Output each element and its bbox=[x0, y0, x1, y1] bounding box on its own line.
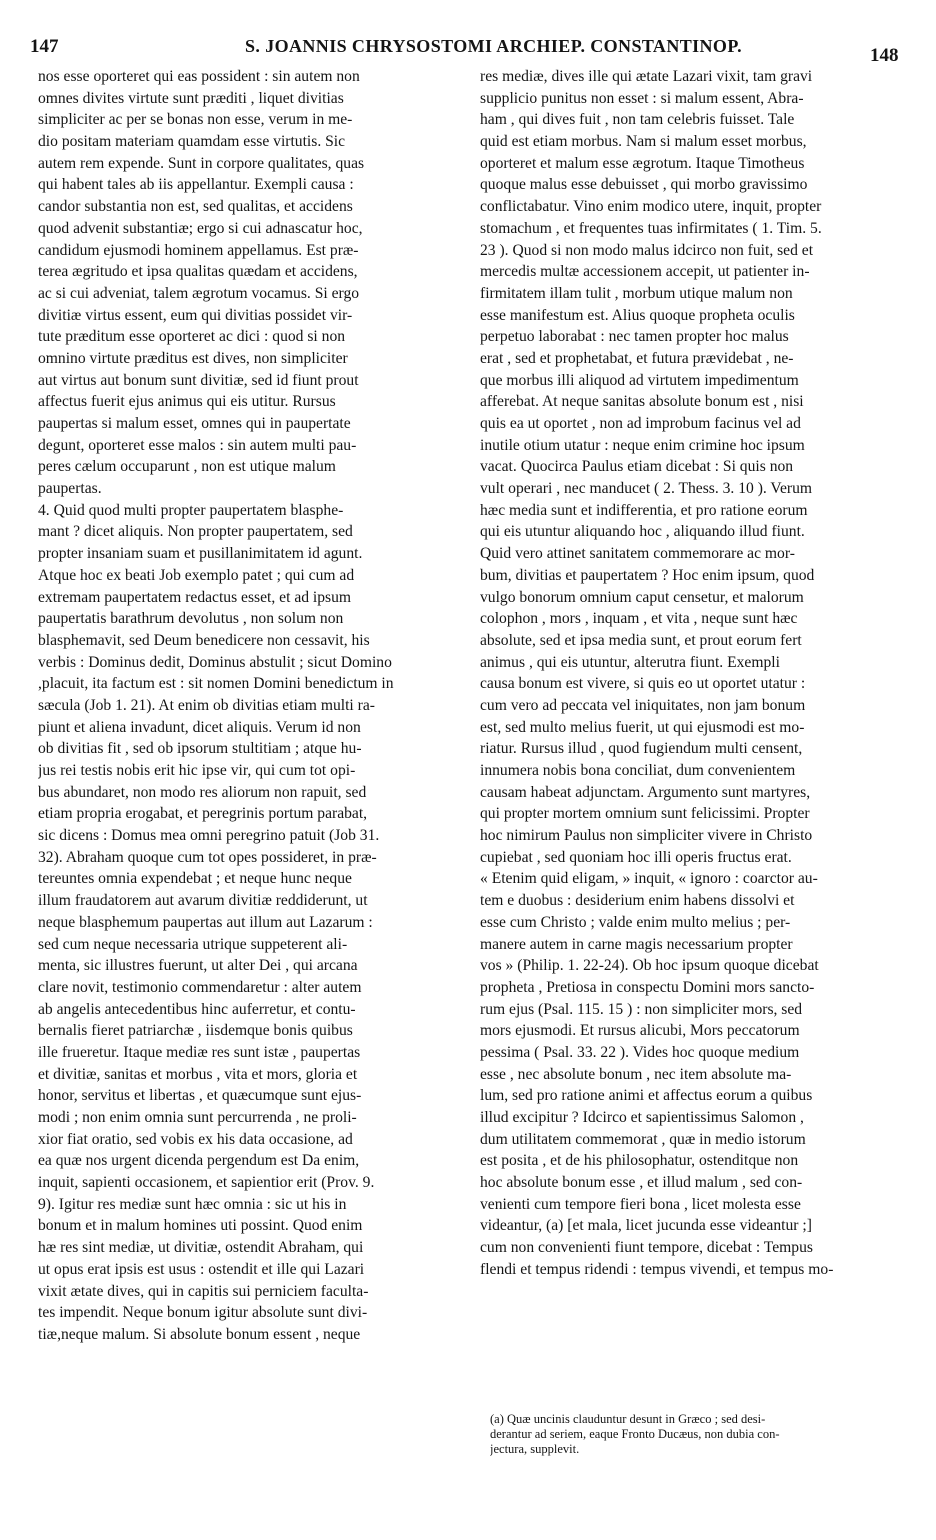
text-line: quoque malus esse debuisset , qui morbo gravissimo bbox=[480, 176, 808, 194]
text-line: mors ejusmodi. Et rursus alicubi, Mors peccatorum bbox=[480, 1022, 800, 1040]
text-line: causa bonum est vivere, si quis eo ut oportet utatur : bbox=[480, 675, 806, 693]
text-line: mercedis multæ accessionem accepit, ut patienter in- bbox=[480, 263, 810, 281]
text-line: ut opus erat ipsis est usus : ostendit et ille qui Lazari bbox=[38, 1260, 365, 1278]
text-line: paupertatis barathrum devolutus , non solum non bbox=[38, 610, 344, 628]
text-line: neque blasphemum paupertas aut illum aut Lazarum : bbox=[38, 913, 373, 931]
text-line: pessima ( Psal. 33. 22 ). Vides hoc quoque medium bbox=[480, 1043, 800, 1061]
text-line: causam habeat adjunctam. Argumento sunt martyres, bbox=[480, 783, 811, 801]
text-line: « Etenim quid eligam, » inquit, « ignoro : coarctor au- bbox=[480, 870, 818, 888]
text-line: innumera nobis bona conciliat, dum convenientem bbox=[480, 762, 796, 779]
text-line: illum fraudatorem aut avarum divitiæ reddiderunt, ut bbox=[38, 892, 368, 910]
text-line: blasphemavit, sed Deum benedicere non cessavit, his bbox=[38, 631, 370, 649]
text-line: venienti cum tempore fieri bona , licet molesta esse bbox=[480, 1195, 801, 1213]
footnote bbox=[490, 1412, 895, 1457]
footnote-line: derantur ad seriem, eaque Fronto Ducæus, non dubia con- bbox=[490, 1427, 780, 1441]
text-line: ob divitias fit , sed ob ipsorum stultitiam ; atque hu- bbox=[38, 740, 362, 758]
text-line: nos esse oporteret qui eas possident : sin autem non bbox=[38, 68, 360, 85]
text-line: tereuntes omnia expendebat ; et neque hunc neque bbox=[38, 870, 352, 888]
text-line: esse manifestum est. Alius quoque propheta oculis bbox=[480, 306, 795, 324]
text-line: 9). Igitur res mediæ sunt hæc omnia : sic ut his in bbox=[38, 1195, 347, 1213]
text-line: flendi et tempus ridendi : tempus vivendi, et tempus mo- bbox=[480, 1260, 834, 1278]
text-line: hoc nimirum Paulus non simpliciter vivere in Christo bbox=[480, 827, 813, 845]
text-line: extremam paupertatem redactus esset, et ad ipsum bbox=[38, 588, 352, 606]
text-line: firmitatem illam tulit , morbum utique malum non bbox=[480, 284, 793, 302]
text-line: paupertas si malum esset, omnes qui in paupertate bbox=[38, 415, 351, 432]
text-line: bonum et in malum homines uti possint. Quod enim bbox=[38, 1217, 363, 1235]
text-line: et divitiæ, sanitas et morbus , vita et mors, gloria et bbox=[38, 1065, 358, 1083]
text-line: omnino virtute præditus est dives, non simpliciter bbox=[38, 349, 348, 367]
text-line: vixit ætate dives, qui in capitis sui perniciem faculta- bbox=[38, 1282, 369, 1300]
text-line: etiam propria erogabat, et peregrinis portum parabat, bbox=[38, 805, 368, 823]
text-line: erat , sed et prophetabat, et futura prævidebat , ne- bbox=[480, 349, 794, 367]
page-number-left: 147 bbox=[30, 36, 59, 57]
text-line: ab angelis antecedentibus hinc auferretur, et contu- bbox=[38, 1000, 356, 1018]
text-line: dio positam materiam quamdam esse virtutis. Sic bbox=[38, 133, 346, 151]
text-line: mant ? dicet aliquis. Non propter paupertatem, sed bbox=[38, 523, 353, 541]
text-line: vos » (Philip. 1. 22-24). Ob hoc ipsum quoque dicebat bbox=[480, 957, 819, 975]
text-line: propheta , Pretiosa in conspectu Domini mors sancto- bbox=[480, 978, 815, 996]
text-line: illud excipitur ? Idcirco et sapientissimus Salomon , bbox=[480, 1109, 804, 1126]
text-line: stomachum , et frequentes tuas infirmitates ( 1. Tim. 5. bbox=[480, 219, 822, 237]
text-line: qui propter mortem omnium sunt felicissimi. Propter bbox=[480, 805, 810, 823]
text-line: ille frueretur. Itaque mediæ res sunt istæ , paupertas bbox=[38, 1043, 361, 1061]
text-line: honor, servitus et libertas , et quæcumque sunt ejus- bbox=[38, 1087, 362, 1105]
text-line: afferebat. At neque sanitas absolute bonum est , nisi bbox=[480, 393, 804, 411]
text-line: ea quæ nos urgent dicenda pergendum est Da enim, bbox=[38, 1152, 360, 1170]
text-line: res mediæ, dives ille qui ætate Lazari vixit, tam gravi bbox=[480, 68, 813, 85]
text-line: ham , qui dives fuit , non tam celebris fuisset. Tale bbox=[480, 111, 795, 129]
text-line: tiæ,neque malum. Si absolute bonum essent , neque bbox=[38, 1325, 361, 1343]
text-line: hæ res sint mediæ, ut divitiæ, ostendit Abraham, qui bbox=[38, 1239, 364, 1257]
text-line: 32). Abraham quoque cum tot opes possideret, in præ- bbox=[38, 848, 377, 866]
text-line: quid est etiam morbus. Nam si malum esset morbus, bbox=[480, 133, 807, 151]
left-column bbox=[38, 66, 462, 1346]
text-line: que morbus illi aliquod ad virtutem impedimentum bbox=[480, 371, 799, 389]
text-line: xior fiat oratio, sed vobis ex his data occasione, ad bbox=[38, 1130, 353, 1148]
text-line: qui habent tales ab iis appellantur. Exempli causa : bbox=[38, 176, 354, 194]
text-line: est, sed multo melius fuerit, ut qui ejusmodi est mo- bbox=[480, 718, 805, 736]
text-line: affectus fuerit ejus animus qui eis utitur. Rursus bbox=[38, 393, 336, 411]
text-line: Quid vero attinet sanitatem commemorare ac mor- bbox=[480, 545, 795, 563]
text-line: hæc media sunt et indifferentia, et pro ratione eorum bbox=[480, 501, 808, 519]
text-line: dum utilitatem commemorat , quæ in medio istorum bbox=[480, 1130, 806, 1148]
text-line: tem e duobus : desiderium enim habens dissolvi et bbox=[480, 892, 795, 910]
text-line: cupiebat , sed quoniam hoc illi operis fructus erat. bbox=[480, 848, 792, 866]
text-line: aut virtus aut bonum sunt divitiæ, sed id fiunt prout bbox=[38, 371, 359, 389]
text-line: quod advenit substantiæ; ergo si cui adnascatur hoc, bbox=[38, 219, 363, 237]
footnote-line: jectura, supplevit. bbox=[490, 1442, 580, 1456]
text-line: vult operari , nec manducet ( 2. Thess. 3. 10 ). Verum bbox=[480, 480, 813, 498]
text-line: inquit, sapienti occasionem, et sapientior erit (Prov. 9. bbox=[38, 1174, 375, 1192]
text-line: cum non convenienti fiunt tempore, dicebat : Tempus bbox=[480, 1239, 813, 1257]
text-line: bus abundaret, non modo res aliorum non rapuit, sed bbox=[38, 783, 367, 801]
text-line: perpetuo laborabat : nec tamen propter hoc malus bbox=[480, 328, 789, 346]
text-line: sic dicens : Domus mea omni peregrino patuit (Job 31. bbox=[38, 827, 380, 845]
text-line: omnes divites virtute sunt præditi , liquet divitias bbox=[38, 89, 344, 107]
text-line: piunt et aliena invadunt, dicet aliquis. Verum id non bbox=[38, 718, 361, 736]
running-title: S. JOANNIS CHRYSOSTOMI ARCHIEP. CONSTANTINOP. bbox=[245, 36, 742, 56]
text-line: ,placuit, ita factum est : sit nomen Domini benedictum in bbox=[38, 675, 394, 693]
text-line: tute præditum esse oporteret ac dici : quod si non bbox=[38, 328, 346, 346]
text-line: modi ; non enim omnia sunt percurrenda , ne proli- bbox=[38, 1109, 357, 1126]
text-line: autem rem expende. Sunt in corpore qualitates, quas bbox=[38, 154, 365, 172]
text-line: videantur, (a) [et mala, licet jucunda esse videantur ;] bbox=[480, 1217, 812, 1235]
text-line: riatur. Rursus illud , quod fugiendum multi censent, bbox=[480, 740, 803, 758]
footnote-line: (a) Quæ uncinis clauduntur desunt in Græco ; sed desi- bbox=[490, 1412, 766, 1426]
text-line: esse , nec absolute bonum , nec item absolute ma- bbox=[480, 1065, 792, 1083]
text-line: terea ægritudo et ipsa qualitas quædam et accidens, bbox=[38, 263, 358, 281]
text-line: colophon , mors , inquam , et vita , neque sunt hæc bbox=[480, 610, 798, 628]
text-line: simpliciter ac per se bonas non esse, verum in me- bbox=[38, 111, 353, 129]
text-line: bernalis fieret patriarchæ , iisdemque bonis quibus bbox=[38, 1022, 353, 1040]
text-line: manere autem in carne magis necessarium propter bbox=[480, 935, 793, 953]
text-line: rum ejus (Psal. 115. 15 ) : non simpliciter mors, sed bbox=[480, 1000, 803, 1018]
text-line: qui eis utuntur aliquando hoc , aliquando illud fiunt. bbox=[480, 523, 805, 541]
text-line: bum, divitias et paupertatem ? Hoc enim ipsum, quod bbox=[480, 566, 815, 584]
text-line: est posita , et de his philosophatur, ostenditque non bbox=[480, 1152, 799, 1170]
text-line: verbis : Dominus dedit, Dominus abstulit ; sicut Domino bbox=[38, 653, 392, 671]
text-line: 23 ). Quod si non modo malus idcirco non fuit, sed et bbox=[480, 241, 814, 259]
text-line: Atque hoc ex beati Job exemplo patet ; qui cum ad bbox=[38, 566, 355, 584]
text-line: jus rei testis nobis erit hic ipse vir, qui cum tot opi- bbox=[38, 762, 356, 779]
text-line: menta, sic illustres fuerunt, ut alter Dei , qui arcana bbox=[38, 957, 358, 975]
text-line: inutile otium utatur : neque enim crimine hoc ipsum bbox=[480, 436, 805, 454]
text-line: degunt, oporteret esse malos : sin autem multi pau- bbox=[38, 436, 357, 454]
right-column bbox=[480, 66, 898, 1281]
text-line: peres cælum occuparunt , non est utique malum bbox=[38, 458, 336, 476]
text-line: conflictabatur. Vino enim modico utere, inquit, propter bbox=[480, 198, 822, 216]
text-line: tes impendit. Neque bonum igitur absolute sunt divi- bbox=[38, 1304, 368, 1322]
text-line: divitiæ virtus essent, eum qui divitias possidet vir- bbox=[38, 306, 353, 324]
text-line: paupertas. bbox=[38, 480, 102, 498]
text-line: candidum ejusmodi hominem appellamus. Est præ- bbox=[38, 241, 359, 259]
page-number-right: 148 bbox=[870, 45, 899, 66]
text-line: quis ea ut oportet , non ad improbum facinus vel ad bbox=[480, 415, 801, 432]
text-line: propter insaniam suam et pusillanimitatem id agunt. bbox=[38, 545, 363, 563]
text-line: vacat. Quocirca Paulus etiam dicebat : Si quis non bbox=[480, 458, 794, 476]
text-line: vulgo bonorum omnium caput censetur, et malorum bbox=[480, 588, 804, 606]
text-line: hoc absolute bonum esse , et illud malum , sed con- bbox=[480, 1174, 803, 1192]
text-line: sæcula (Job 1. 21). At enim ob divitias etiam multi ra- bbox=[38, 696, 375, 714]
text-line: esse cum Christo ; valde enim multo melius ; per- bbox=[480, 913, 791, 931]
text-line: 4. Quid quod multi propter paupertatem blasphe- bbox=[38, 501, 344, 519]
text-line: oporteret et malum esse ægrotum. Itaque Timotheus bbox=[480, 154, 805, 172]
text-line: clare novit, testimonio commendaretur : alter autem bbox=[38, 978, 362, 996]
text-line: supplicio punitus non esset : si malum essent, Abra- bbox=[480, 89, 804, 107]
text-line: sed cum neque necessaria utrique suppeterent ali- bbox=[38, 935, 348, 953]
text-line: ac si cui adveniat, talem ægrotum vocamus. Si ergo bbox=[38, 284, 360, 302]
text-line: absolute, sed et ipsa media sunt, et prout eorum fert bbox=[480, 631, 802, 649]
text-line: candor substantia non est, sed qualitas, et accidens bbox=[38, 198, 353, 216]
text-line: lum, sed pro ratione animi et affectus eorum a quibus bbox=[480, 1087, 813, 1105]
text-line: animus , qui eis utuntur, alterutra fiunt. Exempli bbox=[480, 653, 780, 671]
text-line: cum vero ad peccata vel iniquitates, non jam bonum bbox=[480, 696, 806, 714]
